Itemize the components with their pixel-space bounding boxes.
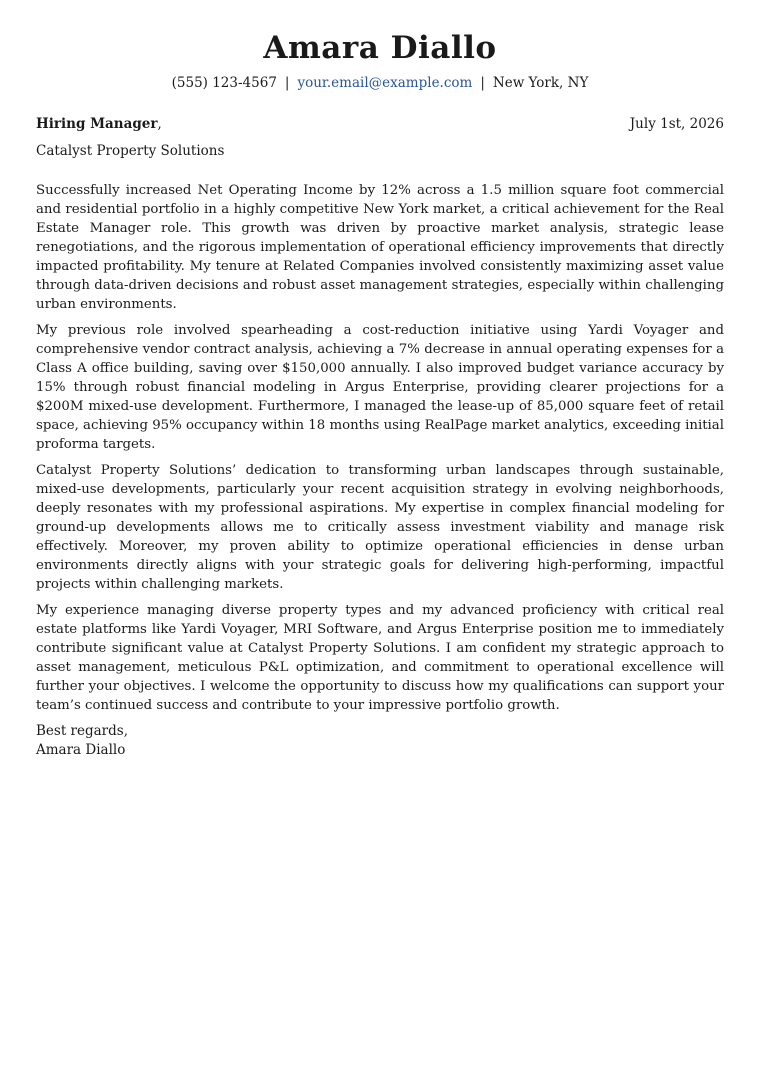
salutation-punctuation: , (157, 116, 162, 132)
location: New York, NY (492, 75, 589, 91)
recipient-name: Hiring Manager (36, 116, 158, 132)
letter-date: July 1st, 2026 (629, 116, 724, 132)
body-paragraph: Catalyst Property Solutions’ dedication to transforming urban landscapes through sustainable, mixed-use developments, particularly your recent acquisition strategy in evolving neighborhoods, deeply resonates with my professional aspirations. My expertise in complex financial modeling for ground-up developments allows me to critically assess investment viability and manage risk effectively. Moreover, my proven ability to optimize operational efficiencies in dense urban environments directly aligns with your strategic goals for delivering high-performing, impactful projects within challenging markets. (36, 463, 724, 592)
letter-body (36, 181, 724, 715)
salutation (36, 115, 162, 133)
salutation-date-row (36, 115, 724, 133)
contact-separator: | (284, 75, 290, 91)
body-paragraph: My experience managing diverse property types and my advanced proficiency with critical real estate platforms like Yardi Voyager, MRI Software, and Argus Enterprise position me to immediately contribute significant value at Catalyst Property Solutions. I am confident my strategic approach to asset management, meticulous P&L optimization, and commitment to operational excellence will further your objectives. I welcome the opportunity to discuss how my qualifications can support your team’s continued success and contribute to your impressive portfolio growth. (36, 603, 724, 713)
recipient-company: Catalyst Property Solutions (36, 143, 225, 159)
applicant-name: Amara Diallo (263, 30, 497, 66)
body-paragraph: My previous role involved spearheading a cost-reduction initiative using Yardi Voyager and comprehensive vendor contract analysis, achieving a 7% decrease in annual operating expenses for a Class A office building, saving over $150,000 annually. I also improved budget variance accuracy by 15% through robust financial modeling in Argus Enterprise, providing clearer projections for a $200M mixed-use development. Furthermore, I managed the lease-up of 85,000 square feet of retail space, achieving 95% occupancy within 18 months using RealPage market analytics, exceeding initial proforma targets. (36, 323, 724, 452)
email-link[interactable]: your.email@example.com (297, 75, 473, 91)
phone-number: (555) 123-4567 (171, 75, 277, 91)
signature-name: Amara Diallo (36, 742, 126, 758)
body-paragraph: Successfully increased Net Operating Income by 12% across a 1.5 million square foot commercial and residential portfolio in a highly competitive New York market, a critical achievement for the Real Estate Manager role. This growth was driven by proactive market analysis, strategic lease renegotiations, and the rigorous implementation of operational efficiency improvements that directly impacted profitability. My tenure at Related Companies involved consistently maximizing asset value through data-driven decisions and robust asset management strategies, especially within challenging urban environments. (36, 183, 724, 312)
contact-line (36, 74, 724, 92)
letter-closing (36, 722, 724, 760)
cover-letter-page (36, 28, 724, 760)
contact-separator: | (480, 75, 485, 91)
sign-off: Best regards, (36, 723, 129, 739)
